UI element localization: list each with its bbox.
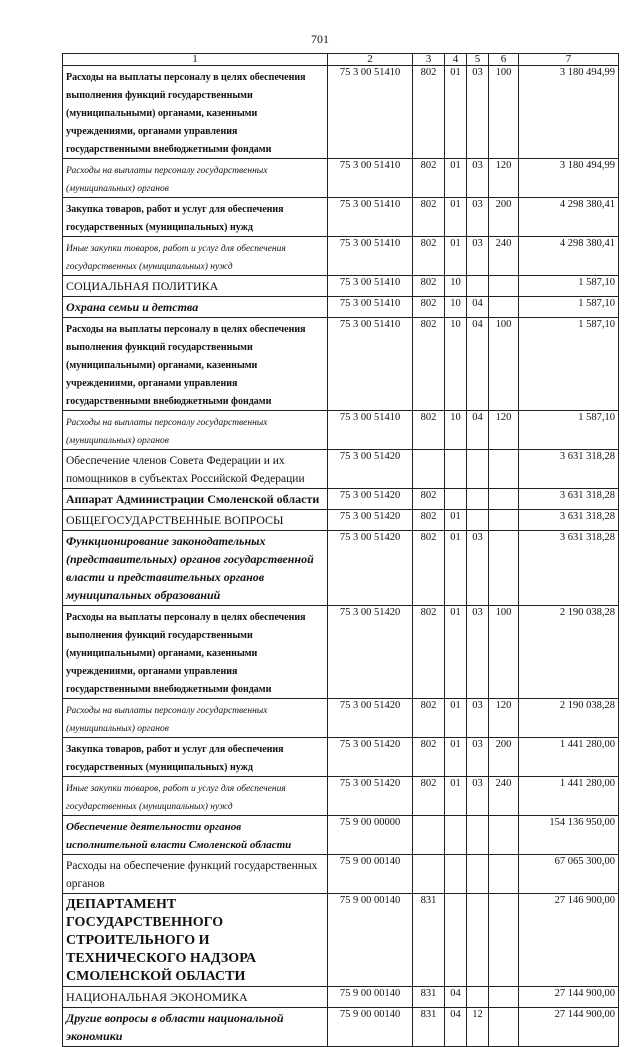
table-row: [63, 855, 619, 894]
section-cell: 10: [445, 318, 467, 411]
target-article-cell: 75 3 00 51420: [328, 489, 413, 510]
expense-type-cell: [489, 531, 519, 606]
row-name-cell: [63, 411, 328, 450]
target-article-cell: 75 3 00 51420: [328, 777, 413, 816]
row-label: Расходы на выплаты персоналу государственных (муниципальных) органов: [66, 166, 268, 194]
target-article-cell: 75 3 00 51410: [328, 66, 413, 159]
section-cell: 04: [445, 987, 467, 1008]
expense-type-cell: [489, 276, 519, 297]
subsection-cell: 03: [467, 699, 489, 738]
row-label: ДЕПАРТАМЕНТ ГОСУДАРСТВЕННОГО СТРОИТЕЛЬНОГО И ТЕХНИЧЕСКОГО НАДЗОРА СМОЛЕНСКОЙ ОБЛАСТИ: [66, 897, 257, 984]
target-article-cell: 75 3 00 51410: [328, 159, 413, 198]
target-article-cell: 75 3 00 51420: [328, 531, 413, 606]
row-name-cell: [63, 297, 328, 318]
subsection-cell: [467, 489, 489, 510]
table-row: [63, 297, 619, 318]
section-cell: 01: [445, 510, 467, 531]
target-article-cell: 75 3 00 51420: [328, 510, 413, 531]
header-col-csr: 2: [328, 54, 413, 66]
row-name-cell: [63, 318, 328, 411]
expense-type-cell: [489, 489, 519, 510]
section-cell: [445, 855, 467, 894]
subsection-cell: 04: [467, 318, 489, 411]
header-col-sum: 7: [519, 54, 619, 66]
ministry-code-cell: 802: [413, 489, 445, 510]
subsection-cell: [467, 276, 489, 297]
amount-cell: 154 136 950,00: [519, 816, 619, 855]
expense-type-cell: [489, 855, 519, 894]
ministry-code-cell: 802: [413, 198, 445, 237]
row-name-cell: [63, 510, 328, 531]
target-article-cell: 75 9 00 00140: [328, 987, 413, 1008]
row-label: Расходы на выплаты персоналу в целях обеспечения выполнения функций государственными (муниципальными) органами, казенными учреждениями, органами управления государственными внебюджетными фондами: [66, 324, 306, 407]
ministry-code-cell: 802: [413, 699, 445, 738]
ministry-code-cell: [413, 855, 445, 894]
section-cell: [445, 816, 467, 855]
row-name-cell: [63, 606, 328, 699]
table-row: [63, 738, 619, 777]
section-cell: 01: [445, 777, 467, 816]
table-row: [63, 894, 619, 987]
target-article-cell: 75 3 00 51410: [328, 411, 413, 450]
row-label: Функционирование законодательных (представительных) органов государственной власти и представительных органов муниципальных образований: [66, 534, 314, 602]
row-label: Расходы на выплаты персоналу государственных (муниципальных) органов: [66, 706, 268, 734]
table-row: [63, 699, 619, 738]
row-label: НАЦИОНАЛЬНАЯ ЭКОНОМИКА: [66, 990, 248, 1004]
row-name-cell: [63, 489, 328, 510]
table-row: [63, 777, 619, 816]
target-article-cell: 75 9 00 00140: [328, 1008, 413, 1047]
target-article-cell: 75 9 00 00140: [328, 894, 413, 987]
row-name-cell: [63, 159, 328, 198]
section-cell: 10: [445, 297, 467, 318]
expense-type-cell: 100: [489, 606, 519, 699]
row-label: Расходы на выплаты персоналу в целях обеспечения выполнения функций государственными (муниципальными) органами, казенными учреждениями, органами управления государственными внебюджетными фондами: [66, 612, 306, 695]
subsection-cell: 12: [467, 1008, 489, 1047]
ministry-code-cell: [413, 816, 445, 855]
row-label: Расходы на обеспечение функций государственных органов: [66, 860, 318, 890]
table-row: [63, 510, 619, 531]
subsection-cell: 03: [467, 606, 489, 699]
table-row: [63, 450, 619, 489]
row-label: Охрана семьи и детства: [66, 300, 199, 314]
ministry-code-cell: 802: [413, 531, 445, 606]
section-cell: 01: [445, 606, 467, 699]
section-cell: [445, 489, 467, 510]
amount-cell: 1 441 280,00: [519, 777, 619, 816]
expense-type-cell: [489, 297, 519, 318]
ministry-code-cell: 831: [413, 894, 445, 987]
subsection-cell: 03: [467, 531, 489, 606]
expense-type-cell: 240: [489, 237, 519, 276]
amount-cell: 27 144 900,00: [519, 1008, 619, 1047]
target-article-cell: 75 9 00 00140: [328, 855, 413, 894]
row-label: Закупка товаров, работ и услуг для обеспечения государственных (муниципальных) нужд: [66, 744, 284, 773]
amount-cell: 3 631 318,28: [519, 450, 619, 489]
row-label: СОЦИАЛЬНАЯ ПОЛИТИКА: [66, 279, 219, 293]
row-label: Обеспечение деятельности органов исполнительной власти Смоленской области: [66, 821, 292, 851]
subsection-cell: 04: [467, 297, 489, 318]
row-label: Расходы на выплаты персоналу государственных (муниципальных) органов: [66, 418, 268, 446]
ministry-code-cell: 831: [413, 987, 445, 1008]
section-cell: 10: [445, 276, 467, 297]
row-name-cell: [63, 276, 328, 297]
subsection-cell: 03: [467, 198, 489, 237]
ministry-code-cell: 802: [413, 318, 445, 411]
subsection-cell: 03: [467, 777, 489, 816]
amount-cell: 67 065 300,00: [519, 855, 619, 894]
row-name-cell: [63, 777, 328, 816]
target-article-cell: 75 3 00 51410: [328, 237, 413, 276]
row-name-cell: [63, 699, 328, 738]
section-cell: 01: [445, 198, 467, 237]
row-label: Другие вопросы в области национальной экономики: [66, 1011, 284, 1043]
section-cell: 01: [445, 66, 467, 159]
target-article-cell: 75 3 00 51420: [328, 738, 413, 777]
row-name-cell: [63, 855, 328, 894]
row-name-cell: [63, 450, 328, 489]
row-label: Расходы на выплаты персоналу в целях обеспечения выполнения функций государственными (муниципальными) органами, казенными учреждениями, органами управления государственными внебюджетными фондами: [66, 72, 306, 155]
ministry-code-cell: 802: [413, 297, 445, 318]
amount-cell: 3 631 318,28: [519, 489, 619, 510]
row-label: Обеспечение членов Совета Федерации и их помощников в субъектах Российской Федерации: [66, 455, 305, 485]
expense-type-cell: [489, 1008, 519, 1047]
amount-cell: 3 631 318,28: [519, 531, 619, 606]
target-article-cell: 75 3 00 51420: [328, 450, 413, 489]
subsection-cell: 03: [467, 738, 489, 777]
expense-type-cell: 100: [489, 318, 519, 411]
amount-cell: 27 146 900,00: [519, 894, 619, 987]
amount-cell: 1 441 280,00: [519, 738, 619, 777]
target-article-cell: 75 3 00 51410: [328, 297, 413, 318]
ministry-code-cell: 802: [413, 606, 445, 699]
row-name-cell: [63, 894, 328, 987]
table-row: [63, 987, 619, 1008]
section-cell: 01: [445, 531, 467, 606]
table-row: [63, 411, 619, 450]
amount-cell: 1 587,10: [519, 297, 619, 318]
section-cell: 10: [445, 411, 467, 450]
row-name-cell: [63, 198, 328, 237]
subsection-cell: [467, 855, 489, 894]
subsection-cell: [467, 450, 489, 489]
subsection-cell: [467, 894, 489, 987]
table-row: [63, 531, 619, 606]
amount-cell: 2 190 038,28: [519, 606, 619, 699]
table-row: [63, 198, 619, 237]
target-article-cell: 75 9 00 00000: [328, 816, 413, 855]
amount-cell: 3 180 494,99: [519, 66, 619, 159]
amount-cell: 1 587,10: [519, 318, 619, 411]
target-article-cell: 75 3 00 51410: [328, 198, 413, 237]
header-col-vr: 6: [489, 54, 519, 66]
ministry-code-cell: 802: [413, 237, 445, 276]
amount-cell: 4 298 380,41: [519, 198, 619, 237]
amount-cell: 27 144 900,00: [519, 987, 619, 1008]
section-cell: 01: [445, 159, 467, 198]
amount-cell: 4 298 380,41: [519, 237, 619, 276]
target-article-cell: 75 3 00 51410: [328, 318, 413, 411]
subsection-cell: 03: [467, 66, 489, 159]
row-name-cell: [63, 738, 328, 777]
subsection-cell: 03: [467, 159, 489, 198]
table-row: [63, 237, 619, 276]
table-row: [63, 276, 619, 297]
row-name-cell: [63, 1008, 328, 1047]
table-row: [63, 606, 619, 699]
row-label: Закупка товаров, работ и услуг для обеспечения государственных (муниципальных) нужд: [66, 204, 284, 233]
ministry-code-cell: 802: [413, 159, 445, 198]
table-row: [63, 159, 619, 198]
target-article-cell: 75 3 00 51420: [328, 699, 413, 738]
section-cell: 01: [445, 738, 467, 777]
amount-cell: 3 180 494,99: [519, 159, 619, 198]
expense-type-cell: 200: [489, 198, 519, 237]
ministry-code-cell: 802: [413, 276, 445, 297]
row-label: ОБЩЕГОСУДАРСТВЕННЫЕ ВОПРОСЫ: [66, 513, 284, 527]
expense-type-cell: 120: [489, 159, 519, 198]
expense-type-cell: 120: [489, 699, 519, 738]
section-cell: [445, 450, 467, 489]
subsection-cell: 04: [467, 411, 489, 450]
ministry-code-cell: 802: [413, 411, 445, 450]
row-name-cell: [63, 987, 328, 1008]
amount-cell: 1 587,10: [519, 411, 619, 450]
expense-type-cell: [489, 987, 519, 1008]
expense-type-cell: [489, 510, 519, 531]
section-cell: 04: [445, 1008, 467, 1047]
section-cell: 01: [445, 237, 467, 276]
row-name-cell: [63, 531, 328, 606]
expense-type-cell: [489, 816, 519, 855]
ministry-code-cell: 802: [413, 777, 445, 816]
subsection-cell: [467, 816, 489, 855]
expense-type-cell: [489, 450, 519, 489]
row-name-cell: [63, 816, 328, 855]
row-name-cell: [63, 237, 328, 276]
ministry-code-cell: [413, 450, 445, 489]
section-cell: 01: [445, 699, 467, 738]
ministry-code-cell: 802: [413, 738, 445, 777]
amount-cell: 3 631 318,28: [519, 510, 619, 531]
row-name-cell: [63, 66, 328, 159]
expense-type-cell: 120: [489, 411, 519, 450]
header-row: [63, 54, 619, 66]
ministry-code-cell: 802: [413, 510, 445, 531]
table-body: [63, 66, 619, 1047]
section-cell: [445, 894, 467, 987]
target-article-cell: 75 3 00 51420: [328, 606, 413, 699]
header-col-name: 1: [63, 54, 328, 66]
ministry-code-cell: 831: [413, 1008, 445, 1047]
row-label: Аппарат Администрации Смоленской области: [66, 492, 320, 506]
table-row: [63, 318, 619, 411]
amount-cell: 1 587,10: [519, 276, 619, 297]
target-article-cell: 75 3 00 51410: [328, 276, 413, 297]
expense-type-cell: [489, 894, 519, 987]
table-row: [63, 489, 619, 510]
expense-type-cell: 240: [489, 777, 519, 816]
header-col-pr: 5: [467, 54, 489, 66]
table-row: [63, 816, 619, 855]
subsection-cell: [467, 987, 489, 1008]
expense-type-cell: 100: [489, 66, 519, 159]
subsection-cell: [467, 510, 489, 531]
row-label: Иные закупки товаров, работ и услуг для обеспечения государственных (муниципальных) нужд: [66, 244, 286, 272]
header-col-rz: 4: [445, 54, 467, 66]
ministry-code-cell: 802: [413, 66, 445, 159]
subsection-cell: 03: [467, 237, 489, 276]
budget-table: [62, 53, 619, 1047]
page-number: 701: [311, 32, 329, 46]
table-row: [63, 66, 619, 159]
expense-type-cell: 200: [489, 738, 519, 777]
table-row: [63, 1008, 619, 1047]
header-col-grbs: 3: [413, 54, 445, 66]
amount-cell: 2 190 038,28: [519, 699, 619, 738]
row-label: Иные закупки товаров, работ и услуг для обеспечения государственных (муниципальных) нужд: [66, 784, 286, 812]
